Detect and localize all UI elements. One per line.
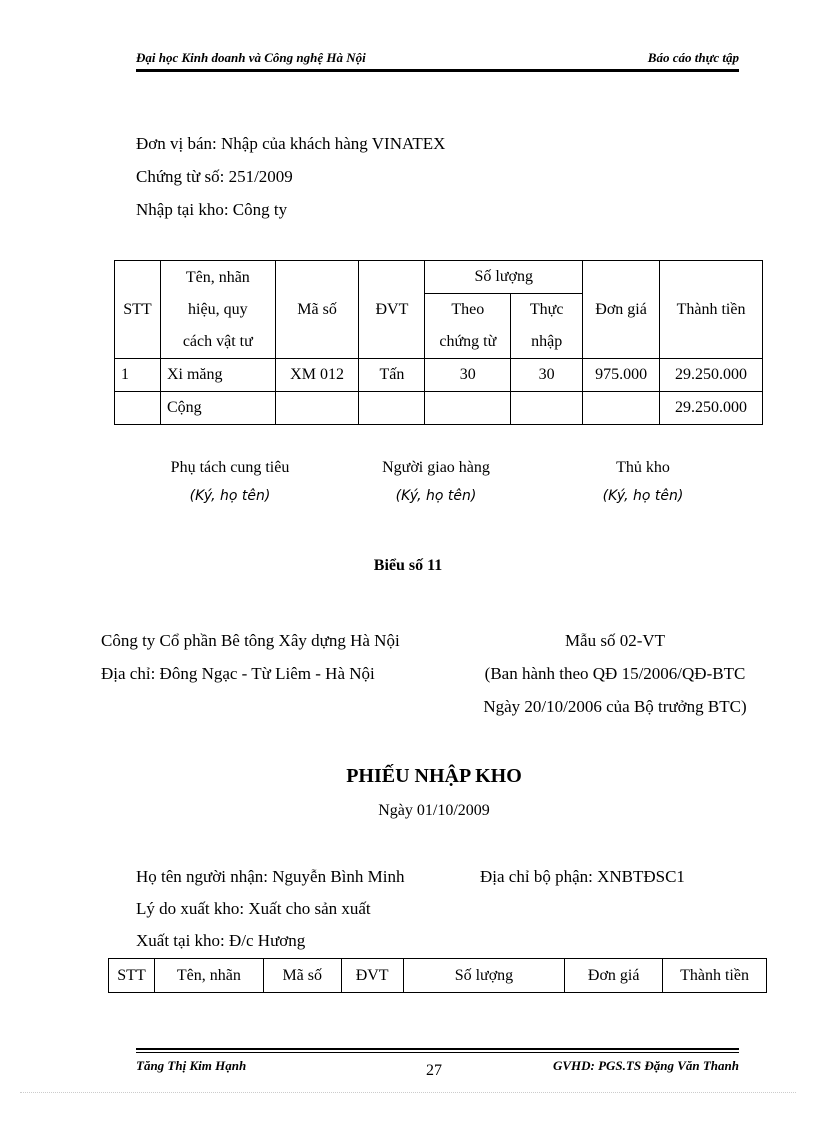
col-amount: Thành tiền (663, 959, 767, 993)
col-qty-per-voucher: Theo chứng từ (425, 294, 511, 359)
table-total-row: Cộng 29.250.000 (115, 392, 763, 425)
department-line: Địa chỉ bộ phận: XNBTĐSC1 (480, 867, 685, 886)
col-item-name: Tên, nhãn (154, 959, 263, 993)
col-stt: STT (109, 959, 155, 993)
form-issued-by: (Ban hành theo QĐ 15/2006/QĐ-BTC (484, 664, 746, 683)
company-address: Địa chỉ: Đông Ngạc - Từ Liêm - Hà Nội (101, 664, 375, 683)
col-item-name: Tên, nhãn hiệu, quy cách vật tư (160, 261, 275, 359)
col-qty-actual: Thực nhập (511, 294, 583, 359)
reason-line: Lý do xuất kho: Xuất cho sản xuất (136, 899, 371, 918)
col-unit: ĐVT (341, 959, 403, 993)
signature-supply: Phụ tách cung tiêu (Ký, họ tên) (170, 459, 290, 504)
voucher-line: Chứng từ số: 251/2009 (136, 167, 293, 186)
col-unit-price: Đơn giá (583, 261, 660, 359)
page-number: 27 (426, 1062, 442, 1079)
receiver-line: Họ tên người nhận: Nguyễn Bình Minh (136, 867, 405, 886)
form-number-caption: Biểu số 11 (373, 557, 443, 574)
header-rule (136, 69, 739, 72)
company-name: Công ty Cổ phần Bê tông Xây dựng Hà Nội (101, 631, 400, 650)
col-amount: Thành tiền (660, 261, 763, 359)
page-edge-divider (20, 1092, 796, 1093)
col-unit: ĐVT (359, 261, 425, 359)
receipt-table (114, 260, 763, 425)
header-school: Đại học Kinh doanh và Công nghệ Hà Nội (136, 50, 366, 65)
table-row: 1 Xi măng XM 012 Tấn 30 30 975.000 29.250.000 (115, 359, 763, 392)
col-code: Mã số (275, 261, 359, 359)
signature-storekeeper: Thủ kho (Ký, họ tên) (602, 459, 684, 504)
signature-deliverer: Người giao hàng (Ký, họ tên) (382, 459, 490, 504)
col-unit-price: Đơn giá (565, 959, 663, 993)
footer-rule-bottom (136, 1052, 739, 1053)
col-quantity: Số lượng (403, 959, 565, 993)
document-date: Ngày 01/10/2009 (378, 802, 490, 819)
footer-author: Tăng Thị Kim Hạnh (136, 1058, 247, 1073)
form-code: Mẫu số 02-VT (564, 631, 666, 650)
footer-supervisor: GVHD: PGS.TS Đặng Văn Thanh (552, 1058, 739, 1073)
issue-table (108, 958, 767, 993)
col-quantity: Số lượng (425, 261, 583, 294)
header-report-type: Báo cáo thực tập (647, 50, 739, 65)
col-code: Mã số (263, 959, 341, 993)
col-stt: STT (115, 261, 161, 359)
page-title: PHIẾU NHẬP KHO (346, 765, 522, 787)
seller-line: Đơn vị bán: Nhập của khách hàng VINATEX (136, 134, 446, 153)
warehouse-line: Nhập tại kho: Công ty (136, 200, 288, 219)
footer-rule-top (136, 1048, 739, 1050)
form-issued-date: Ngày 20/10/2006 của Bộ trưởng BTC) (483, 697, 747, 716)
issue-warehouse-line: Xuất tại kho: Đ/c Hương (136, 931, 306, 950)
